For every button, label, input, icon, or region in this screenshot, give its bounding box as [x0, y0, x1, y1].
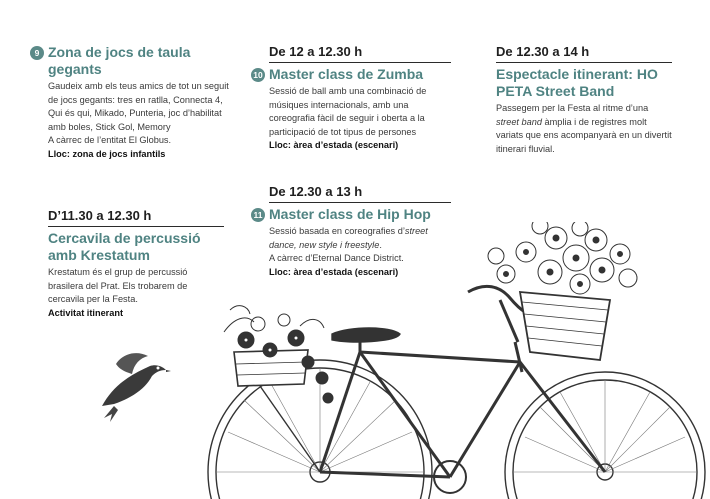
description-end: àmplia i de registres molt variats que ens acompanyarà en un divertit itinerari fluvial. [496, 116, 672, 154]
number-badge-9: 9 [30, 46, 44, 60]
item-title: Master class de Hip Hop [269, 206, 431, 222]
item-time: De 12.30 a 14 h [496, 44, 672, 63]
item-title: Master class de Zumba [269, 66, 424, 82]
item-description: Gaudeix amb els teus amics de tot un seguit de jocs gegants: tres en ratlla, Connecta 4, Qui és qui, Mikado, Punteria, joc d’habilitat amb boles, Stick Gol, Memory [48, 81, 229, 132]
item-zona-jocs [30, 44, 230, 162]
description-end: . [379, 239, 382, 250]
item-time: De 12 a 12.30 h [269, 44, 451, 63]
item-title: Cercavila de percussió amb Krestatum [48, 230, 201, 263]
item-title: Espectacle itinerant: HO PETA Street Band [496, 66, 658, 99]
description-text: Sessió basada en coreografies d’ [269, 226, 405, 236]
description-italic: street dance, new style i freestyle [269, 226, 428, 250]
description-text: Passegem per la Festa al ritme d’una [496, 103, 649, 113]
item-place: Lloc: àrea d’estada (escenari) [269, 266, 399, 277]
item-place: Lloc: zona de jocs infantils [48, 148, 166, 159]
item-place: Lloc: àrea d’estada (escenari) [269, 140, 399, 151]
front-flowers [488, 222, 637, 294]
number-badge-10: 10 [251, 68, 265, 82]
front-basket [520, 292, 610, 360]
item-title: Zona de jocs de taula gegants [48, 44, 191, 77]
front-wheel [505, 372, 705, 499]
description-italic: street band [496, 116, 542, 127]
item-place: Activitat itinerant [48, 307, 124, 318]
item-zumba [251, 44, 451, 153]
item-cercavila [48, 208, 224, 320]
item-organizer: A càrrec de l’entitat El Globus. [48, 135, 172, 146]
bicycle-seat [332, 328, 400, 342]
item-time: De 12.30 a 13 h [269, 184, 451, 203]
number-badge-11: 11 [251, 208, 265, 222]
item-organizer: A càrrec d’Eternal Dance District. [269, 253, 404, 264]
bicycle-illustration [200, 222, 710, 499]
item-time: D’11.30 a 12.30 h [48, 208, 224, 227]
item-description [496, 102, 672, 156]
bicycle-frame [320, 342, 605, 477]
item-description: Sessió de ball amb una combinació de músiques internacionals, amb una coreografia fàcil de seguir i oberta a la participació de tot tipus de persones [269, 86, 427, 137]
item-description: Krestatum és el grup de percussió brasilera del Prat. Els trobarem de cercavila per la Festa. [48, 267, 188, 305]
item-espectacle [496, 44, 672, 156]
bird-illustration [92, 344, 172, 424]
